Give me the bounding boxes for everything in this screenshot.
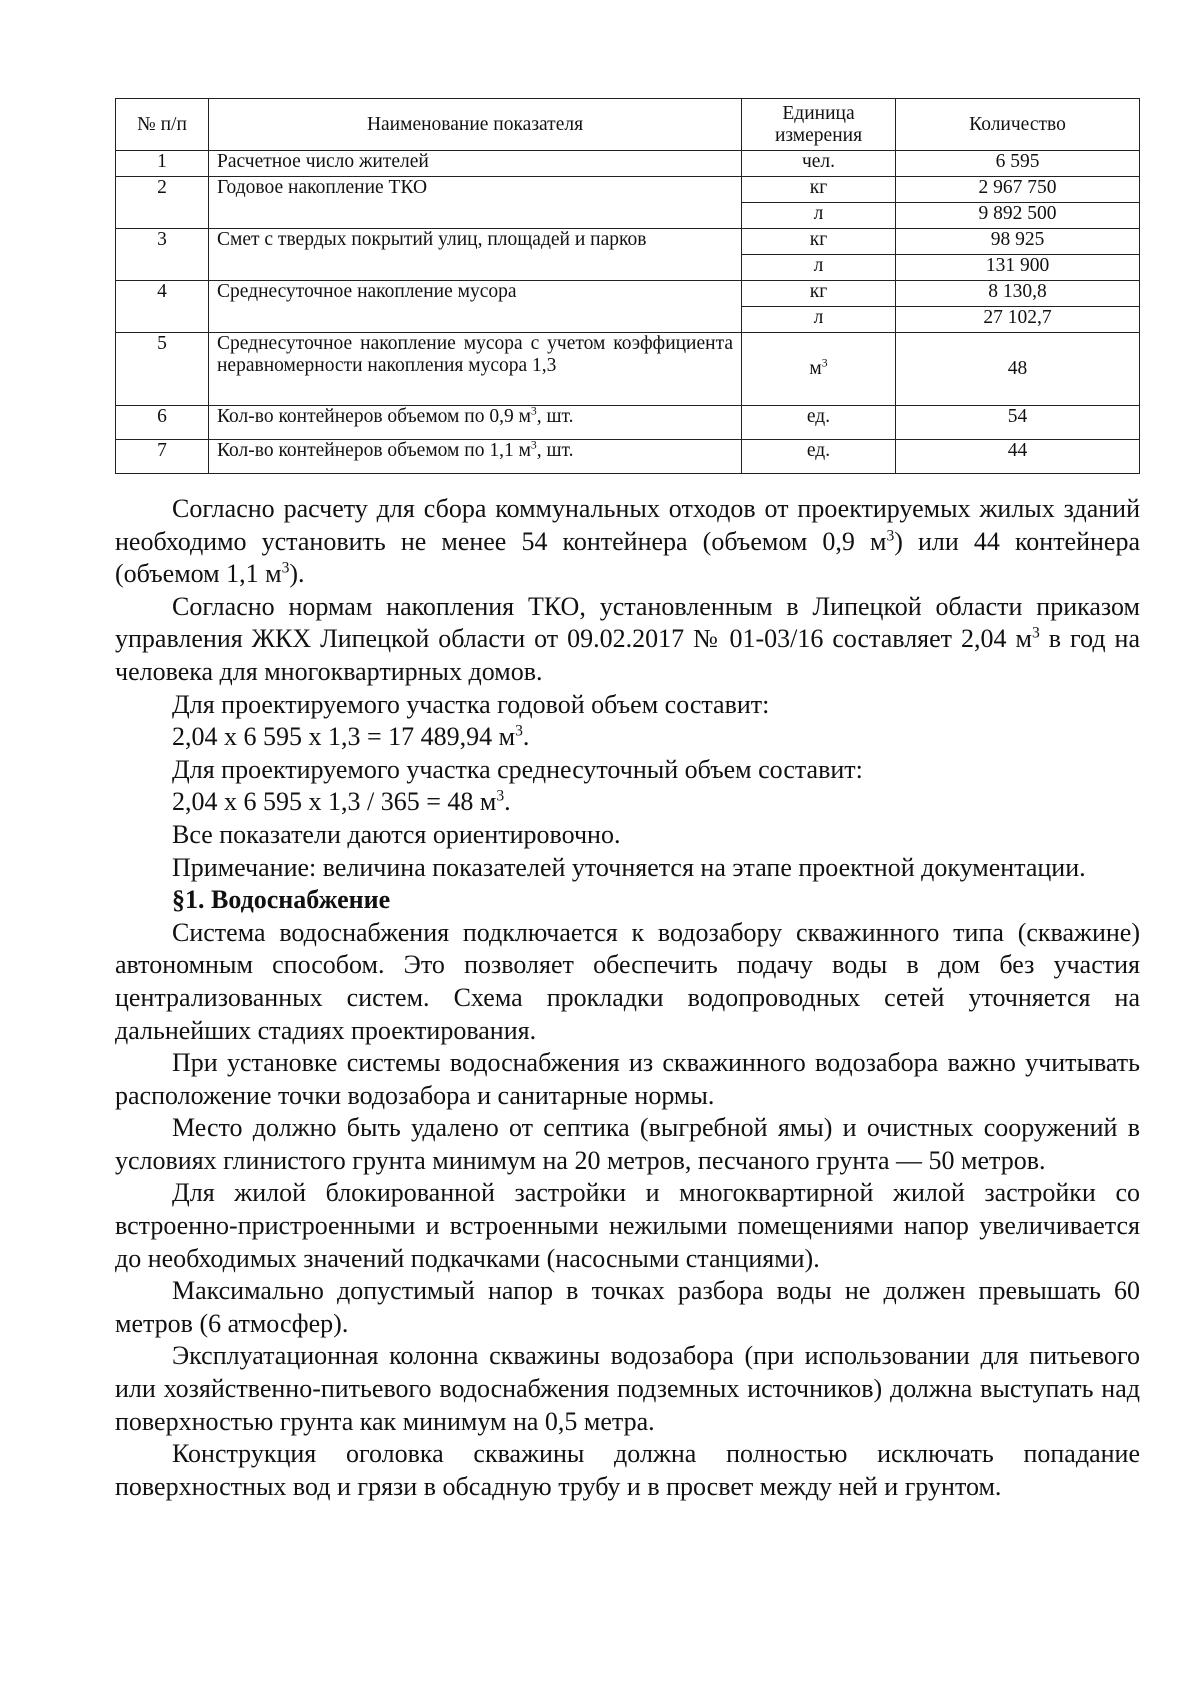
row-num: 7 — [116, 440, 209, 474]
text-span: . — [504, 787, 511, 817]
row-name — [209, 440, 742, 474]
row-unit: кг — [742, 229, 896, 255]
row-qty: 54 — [896, 406, 1140, 440]
paragraph-annual-volume-label: Для проектируемого участка годовой объем составит: — [172, 689, 770, 719]
name-tail: , шт. — [536, 440, 574, 461]
body-text — [115, 493, 1140, 1503]
row-name — [209, 406, 742, 440]
text-span: в год на человека для многоквартирных домов. — [115, 624, 1140, 686]
row-qty: 2 967 750 — [896, 177, 1140, 203]
row-qty: 44 — [896, 440, 1140, 474]
row-unit — [742, 333, 896, 406]
header-num: № п/п — [116, 99, 209, 151]
paragraph-daily-volume-label: Для проектируемого участка среднесуточный объем составит: — [172, 754, 863, 784]
name-tail: , шт. — [536, 406, 574, 427]
text-span: 2,04 x 6 595 x 1,3 / 365 = 48 м — [172, 787, 497, 817]
row-qty: 27 102,7 — [896, 307, 1140, 333]
text-span: Согласно расчету для сбора коммунальных отходов от проектируемых жилых зданий необходимо установить не менее 54 контейнера (объемом 0,9 м — [115, 494, 1140, 556]
row-qty: 98 925 — [896, 229, 1140, 255]
table-row — [116, 440, 1140, 474]
table-row — [116, 406, 1140, 440]
row-num: 2 — [116, 177, 209, 229]
unit-text: м — [809, 358, 822, 379]
row-num: 3 — [116, 229, 209, 281]
text-span: . — [522, 722, 530, 752]
row-num: 6 — [116, 406, 209, 440]
row-unit: л — [742, 255, 896, 281]
paragraph-water-install: При установке системы водоснабжения из скважинного водозабора важно учитывать расположение точки водозабора и санитарные нормы. — [115, 1048, 1140, 1110]
section-heading-water-supply: §1. Водоснабжение — [172, 885, 391, 915]
row-name: Смет с твердых покрытий улиц, площадей и парков — [209, 229, 742, 281]
name-text: Кол-во контейнеров объемом по 0,9 м — [217, 406, 531, 427]
row-unit: л — [742, 203, 896, 229]
row-unit: чел. — [742, 151, 896, 177]
row-unit: ед. — [742, 440, 896, 474]
name-superscript: 3 — [530, 438, 537, 452]
table-row — [116, 281, 1140, 307]
row-unit: л — [742, 307, 896, 333]
table-row — [116, 333, 1140, 406]
row-qty: 131 900 — [896, 255, 1140, 281]
paragraph-containers-needed — [115, 493, 1140, 591]
row-qty: 48 — [896, 333, 1140, 406]
paragraph-note: Примечание: величина показателей уточняется на этапе проектной документации. — [172, 852, 1086, 882]
paragraph-norms — [115, 591, 1140, 689]
text-span: ). — [289, 559, 305, 589]
header-unit: Единица измерения — [742, 99, 896, 151]
row-unit: кг — [742, 177, 896, 203]
row-qty: 6 595 — [896, 151, 1140, 177]
unit-superscript: 3 — [821, 356, 828, 370]
superscript: 3 — [281, 559, 290, 577]
name-superscript: 3 — [530, 404, 537, 418]
row-num: 4 — [116, 281, 209, 333]
tko-indicators-table — [115, 98, 1140, 474]
header-name: Наименование показателя — [209, 99, 742, 151]
row-num: 5 — [116, 333, 209, 406]
table-row — [116, 177, 1140, 203]
table-row — [116, 151, 1140, 177]
paragraph-water-system: Система водоснабжения подключается к водозабору скважинного типа (скважине) автономным способом. Это позволяет обеспечить подачу воды в дом без участия централизованных систем. Схема прокладки водопроводных сетей уточняется на дальнейших стадиях проектирования. — [115, 917, 1140, 1045]
superscript: 3 — [515, 722, 523, 740]
text-span: ) или 44 контейнера (объемом 1,1 м — [115, 526, 1141, 589]
paragraph-casing: Эксплуатационная колонна скважины водозабора (при использовании для питьевого или хозяйственно-питьевого водоснабжения подземных источников) должна выступать над поверхностью грунта как минимум на 0,5 метра. — [115, 1341, 1140, 1436]
superscript: 3 — [496, 787, 505, 805]
table-header-row — [116, 99, 1140, 151]
paragraph-wellhead: Конструкция оголовка скважины должна полностью исключать попадание поверхностных вод и грязи в обсадную трубу и в просвет между ней и грунтом. — [115, 1439, 1140, 1501]
row-qty: 8 130,8 — [896, 281, 1140, 307]
paragraph-pressure-boost: Для жилой блокированной застройки и многоквартирной жилой застройки со встроенно-пристроенными и встроенными нежилыми помещениями напор увеличивается до необходимых значений подкачками (насосными станциями). — [115, 1178, 1140, 1273]
formula-annual-volume — [115, 721, 1140, 754]
table-row — [116, 229, 1140, 255]
header-qty: Количество — [896, 99, 1140, 151]
formula-daily-volume — [115, 786, 1140, 819]
name-text: Кол-во контейнеров объемом по 1,1 м — [217, 440, 531, 461]
row-num: 1 — [116, 151, 209, 177]
row-name: Среднесуточное накопление мусора с учетом коэффициента неравномерности накопления мусора 1,3 — [209, 333, 742, 406]
text-span: 2,04 x 6 595 x 1,3 = 17 489,94 м — [172, 722, 516, 752]
row-name: Расчетное число жителей — [209, 151, 742, 177]
row-unit: кг — [742, 281, 896, 307]
paragraph-approximate: Все показатели даются ориентировочно. — [172, 819, 621, 849]
text-span: Согласно нормам накопления ТКО, установленным в Липецкой области приказом управления ЖКХ Липецкой области от 09.02.2017 № 01-03/16 составляет 2,04 м — [115, 591, 1140, 654]
paragraph-max-pressure: Максимально допустимый напор в точках разбора воды не должен превышать 60 метров (6 атмосфер). — [115, 1276, 1140, 1338]
paragraph-location: Место должно быть удалено от септика (выгребной ямы) и очистных сооружений в условиях глинистого грунта минимум на 20 метров, песчаного грунта — 50 метров. — [115, 1113, 1140, 1175]
row-unit: ед. — [742, 406, 896, 440]
superscript: 3 — [886, 526, 895, 544]
row-name: Годовое накопление ТКО — [209, 177, 742, 229]
row-qty: 9 892 500 — [896, 203, 1140, 229]
superscript: 3 — [1031, 624, 1040, 642]
row-name: Среднесуточное накопление мусора — [209, 281, 742, 333]
